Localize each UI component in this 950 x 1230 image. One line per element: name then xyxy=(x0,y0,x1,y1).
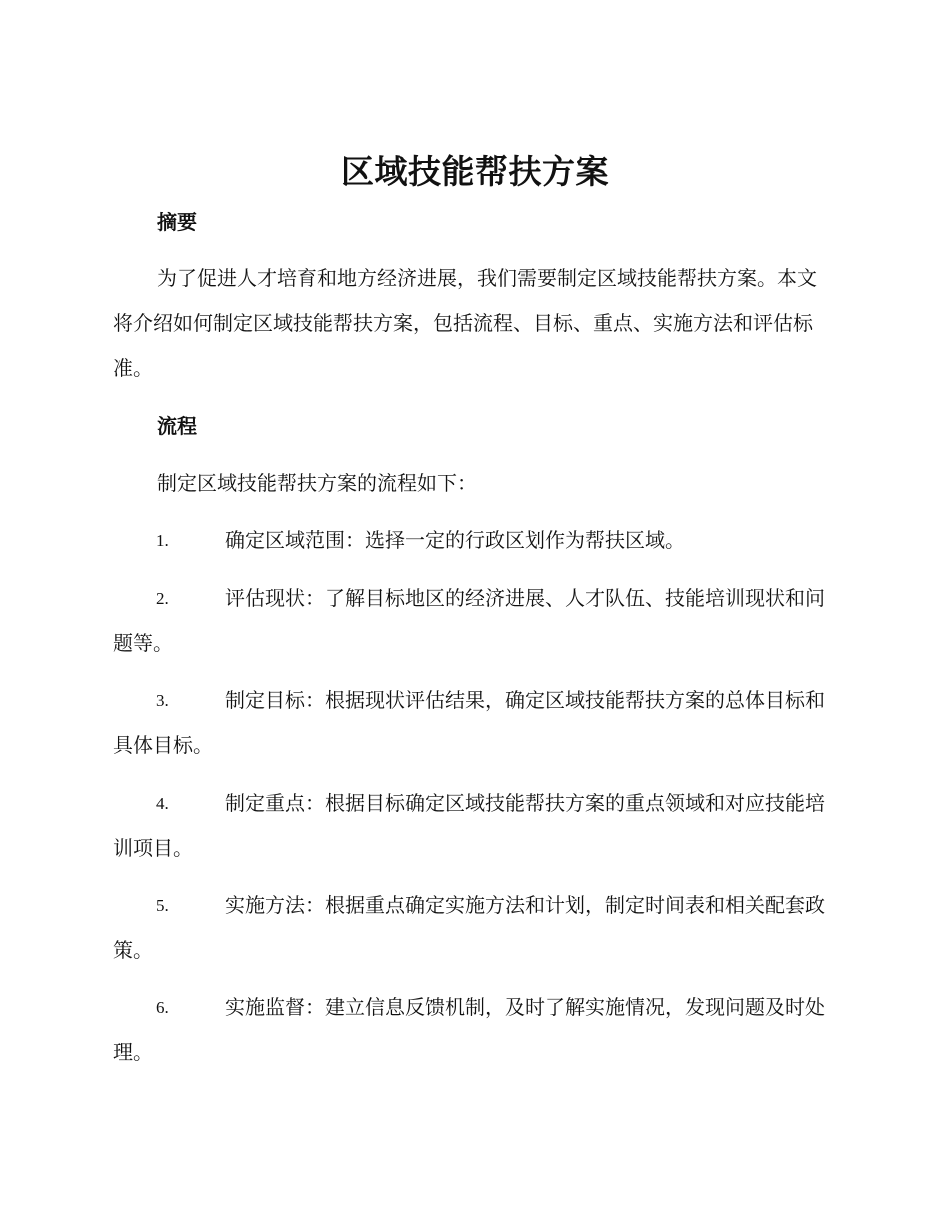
abstract-paragraph: 为了促进人才培育和地方经济进展，我们需要制定区域技能帮扶方案。本文将介绍如何制定区域技能帮扶方案，包括流程、目标、重点、实施方法和评估标准。 xyxy=(113,266,817,380)
list-item xyxy=(113,576,835,666)
list-item-text: 制定目标：根据现状评估结果，确定区域技能帮扶方案的总体目标和具体目标。 xyxy=(113,688,825,757)
list-item-number: 4. xyxy=(156,794,169,813)
list-item-number: 6. xyxy=(156,998,169,1017)
list-item xyxy=(113,883,835,973)
list-item-number: 2. xyxy=(156,589,169,608)
list-item-text: 实施监督：建立信息反馈机制，及时了解实施情况，发现问题及时处理。 xyxy=(113,995,825,1064)
document-title: 区域技能帮扶方案 xyxy=(341,152,609,191)
list-item-text: 制定重点：根据目标确定区域技能帮扶方案的重点领域和对应技能培训项目。 xyxy=(113,791,825,860)
abstract-heading: 摘要 xyxy=(157,210,197,234)
process-heading: 流程 xyxy=(157,414,197,438)
list-item xyxy=(113,985,835,1075)
list-item-text: 评估现状：了解目标地区的经济进展、人才队伍、技能培训现状和问题等。 xyxy=(113,586,825,655)
list-item-number: 3. xyxy=(156,691,169,710)
list-item xyxy=(113,781,835,871)
process-intro: 制定区域技能帮扶方案的流程如下： xyxy=(157,471,477,495)
list-item-text: 实施方法：根据重点确定实施方法和计划，制定时间表和相关配套政策。 xyxy=(113,893,825,962)
list-item xyxy=(113,518,835,563)
list-item-text: 确定区域范围：选择一定的行政区划作为帮扶区域。 xyxy=(225,528,685,552)
list-item-number: 5. xyxy=(156,896,169,915)
list-item-number: 1. xyxy=(156,531,169,550)
list-item xyxy=(113,678,835,768)
